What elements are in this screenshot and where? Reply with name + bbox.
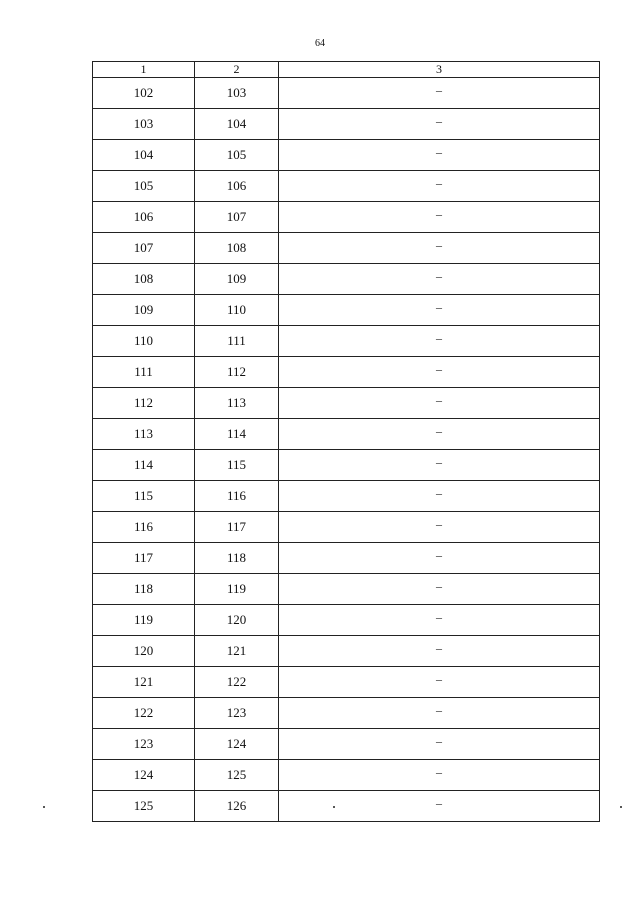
table-cell: 126 <box>195 791 279 822</box>
table-row <box>93 171 600 202</box>
table-cell: 106 <box>195 171 279 202</box>
table-row <box>93 264 600 295</box>
table-cell: 112 <box>93 388 195 419</box>
table-cell-dash: – <box>279 791 600 822</box>
table-cell: 122 <box>195 667 279 698</box>
table-row <box>93 357 600 388</box>
table-cell-dash: – <box>279 109 600 140</box>
table-cell-dash: – <box>279 605 600 636</box>
table-cell: 117 <box>93 543 195 574</box>
stray-dot-mark <box>620 806 622 808</box>
stray-dot-mark <box>333 806 335 808</box>
table-row <box>93 605 600 636</box>
table-cell: 117 <box>195 512 279 543</box>
table-cell: 116 <box>195 481 279 512</box>
table-cell-dash: – <box>279 419 600 450</box>
table-row <box>93 760 600 791</box>
table-cell: 123 <box>195 698 279 729</box>
table-cell-dash: – <box>279 295 600 326</box>
table-row <box>93 109 600 140</box>
table-cell: 103 <box>195 78 279 109</box>
table-cell: 112 <box>195 357 279 388</box>
table-cell: 111 <box>93 357 195 388</box>
table-cell: 104 <box>195 109 279 140</box>
table-row <box>93 791 600 822</box>
table-cell: 116 <box>93 512 195 543</box>
table-cell-dash: – <box>279 388 600 419</box>
table-row <box>93 388 600 419</box>
table-cell: 110 <box>93 326 195 357</box>
table-cell-dash: – <box>279 481 600 512</box>
table-cell-dash: – <box>279 729 600 760</box>
table-row <box>93 450 600 481</box>
table-cell: 113 <box>93 419 195 450</box>
table-row <box>93 419 600 450</box>
table-cell: 121 <box>195 636 279 667</box>
table-cell-dash: – <box>279 264 600 295</box>
table-cell: 105 <box>195 140 279 171</box>
table-cell: 125 <box>93 791 195 822</box>
table-cell: 118 <box>93 574 195 605</box>
table-row <box>93 574 600 605</box>
table-cell: 107 <box>93 233 195 264</box>
table-cell: 119 <box>195 574 279 605</box>
table-row <box>93 326 600 357</box>
column-header: 3 <box>279 62 600 78</box>
table-row <box>93 202 600 233</box>
table-cell: 113 <box>195 388 279 419</box>
table-row <box>93 233 600 264</box>
table-row <box>93 140 600 171</box>
table-cell: 106 <box>93 202 195 233</box>
table-cell-dash: – <box>279 233 600 264</box>
table-cell: 120 <box>93 636 195 667</box>
table-cell-dash: – <box>279 574 600 605</box>
table-row <box>93 698 600 729</box>
table-cell: 108 <box>195 233 279 264</box>
page-number: 64 <box>315 38 325 49</box>
table-cell: 110 <box>195 295 279 326</box>
table-cell: 104 <box>93 140 195 171</box>
table-cell: 102 <box>93 78 195 109</box>
table-cell: 123 <box>93 729 195 760</box>
table-row <box>93 667 600 698</box>
data-table <box>92 61 600 822</box>
table-cell: 114 <box>93 450 195 481</box>
table-row <box>93 543 600 574</box>
column-header: 2 <box>195 62 279 78</box>
column-header: 1 <box>93 62 195 78</box>
table-row <box>93 512 600 543</box>
table-body <box>93 78 600 822</box>
table-row <box>93 78 600 109</box>
table-cell: 124 <box>93 760 195 791</box>
table-row <box>93 729 600 760</box>
table-cell-dash: – <box>279 140 600 171</box>
table-header-row <box>93 62 600 78</box>
table-cell: 115 <box>93 481 195 512</box>
table-cell-dash: – <box>279 543 600 574</box>
table-cell-dash: – <box>279 171 600 202</box>
table-row <box>93 295 600 326</box>
table-cell-dash: – <box>279 636 600 667</box>
table-cell-dash: – <box>279 760 600 791</box>
table-cell: 103 <box>93 109 195 140</box>
table-cell: 111 <box>195 326 279 357</box>
table-cell: 105 <box>93 171 195 202</box>
table-cell: 118 <box>195 543 279 574</box>
table-cell: 115 <box>195 450 279 481</box>
table-cell-dash: – <box>279 698 600 729</box>
stray-dot-mark <box>43 806 45 808</box>
table-cell-dash: – <box>279 667 600 698</box>
table-cell: 119 <box>93 605 195 636</box>
table-cell: 121 <box>93 667 195 698</box>
table-row <box>93 481 600 512</box>
table-cell: 124 <box>195 729 279 760</box>
table-cell: 122 <box>93 698 195 729</box>
table-cell-dash: – <box>279 357 600 388</box>
table-cell: 125 <box>195 760 279 791</box>
table-cell: 114 <box>195 419 279 450</box>
table-cell: 107 <box>195 202 279 233</box>
table-cell-dash: – <box>279 202 600 233</box>
table-row <box>93 636 600 667</box>
table-cell-dash: – <box>279 512 600 543</box>
table-cell: 109 <box>93 295 195 326</box>
table-cell: 120 <box>195 605 279 636</box>
table-cell: 109 <box>195 264 279 295</box>
table-cell-dash: – <box>279 326 600 357</box>
table-cell-dash: – <box>279 78 600 109</box>
table-cell-dash: – <box>279 450 600 481</box>
table-cell: 108 <box>93 264 195 295</box>
